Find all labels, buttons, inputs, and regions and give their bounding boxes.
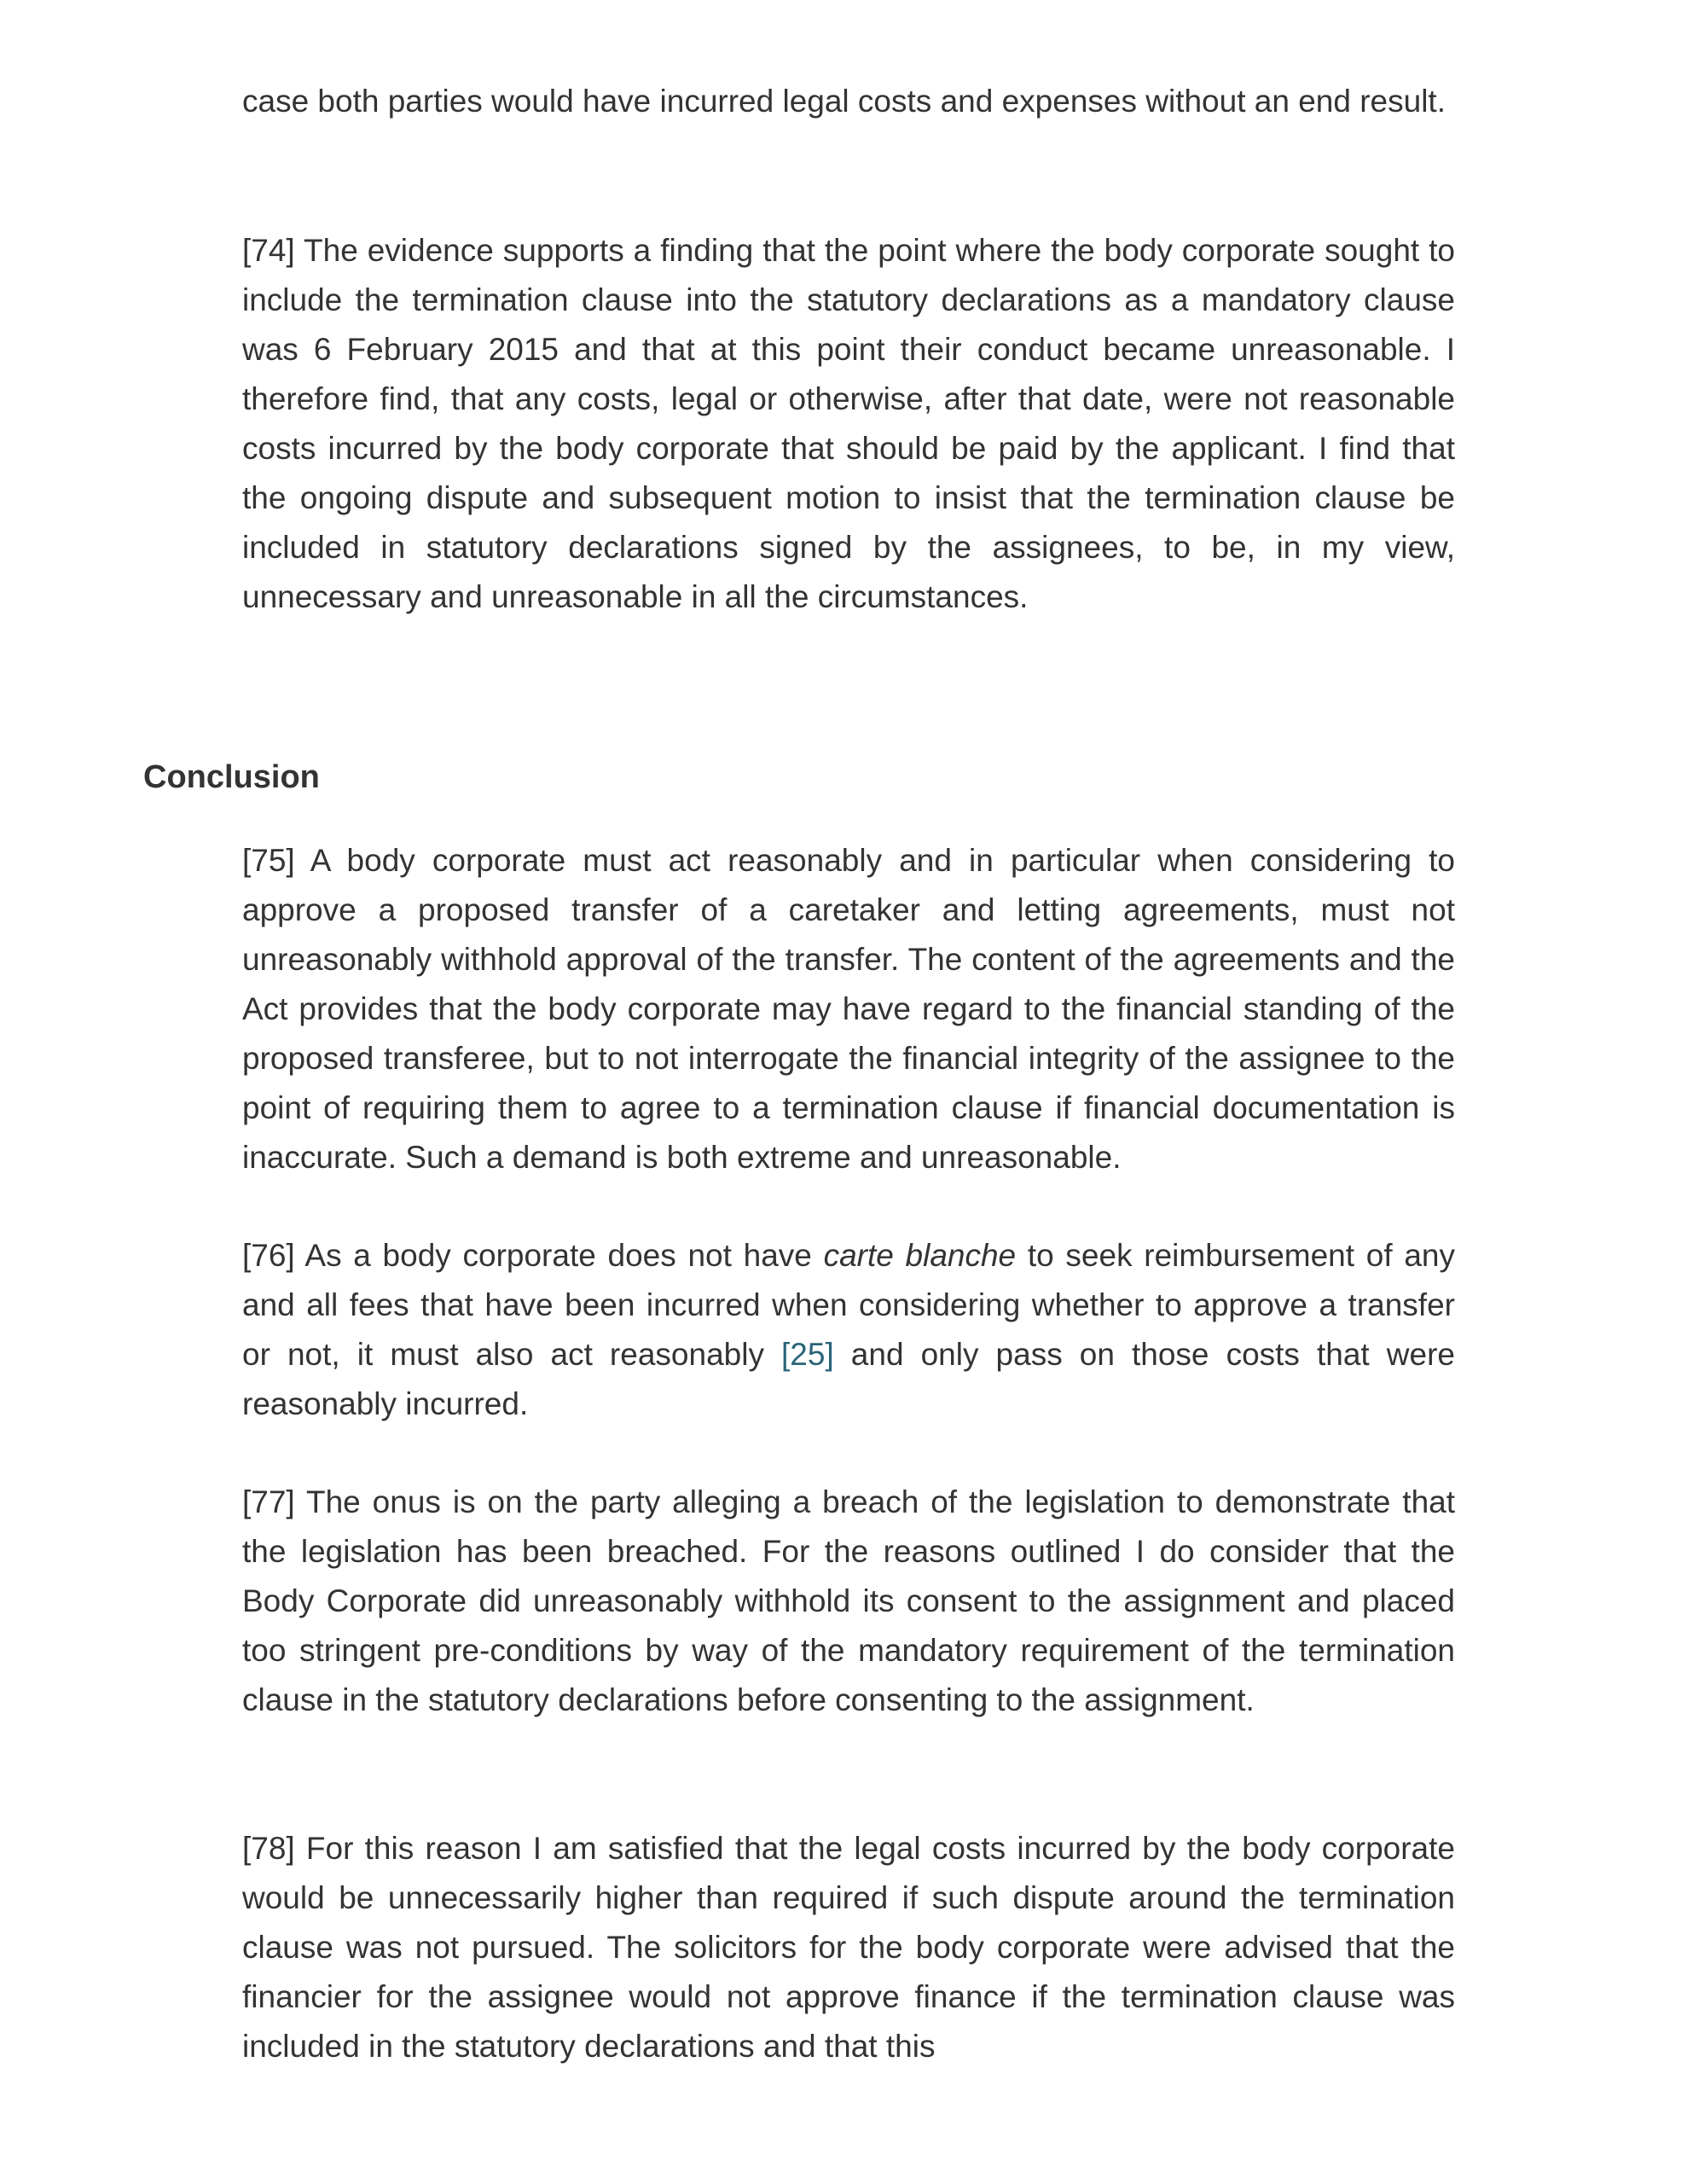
paragraph-76-italic-term: carte blanche <box>823 1238 1017 1273</box>
paragraph-76-text-2: to seek reimbursement of any and all fees that have been incurred when considering whether to approve a transfer or not, it must also act reasonably <box>242 1238 1455 1372</box>
paragraph-74: [74] The evidence supports a finding that the point where the body corporate sought to include the termination clause into the statutory declarations as a mandatory clause was 6 February 2015 and that at this point their conduct became unreasonable. I therefore find, that any costs, legal or otherwise, after that date, were not reasonable costs incurred by the body corporate that should be paid by the applicant. I find that the ongoing dispute and subsequent motion to insist that the termination clause be included in statutory declarations signed by the assignees, to be, in my view, unnecessary and unreasonable in all the circumstances. <box>242 233 1455 614</box>
footnote-link-25[interactable]: [25] <box>781 1337 834 1372</box>
paragraph-76 <box>242 1231 1455 1429</box>
paragraph-76-text-3: and only pass on those costs that were reasonably incurred. <box>242 1337 1455 1421</box>
paragraph-continuation: case both parties would have incurred legal costs and expenses without an end result. <box>242 84 1446 119</box>
paragraph-77: [77] The onus is on the party alleging a breach of the legislation to demonstrate that the legislation has been breached. For the reasons outlined I do consider that the Body Corporate did unreasonably withhold its consent to the assignment and placed too stringent pre-conditions by way of the mandatory requirement of the termination clause in the statutory declarations before consenting to the assignment. <box>242 1484 1455 1717</box>
paragraph-78: [78] For this reason I am satisfied that the legal costs incurred by the body corporate would be unnecessarily higher than required if such dispute around the termination clause was not pursued. The solicitors for the body corporate were advised that the financier for the assignee would not approve finance if the termination clause was included in the statutory declarations and that this <box>242 1831 1455 2064</box>
section-heading-conclusion: Conclusion <box>143 759 320 795</box>
paragraph-76-text-1: [76] As a body corporate does not have <box>242 1238 824 1273</box>
paragraph-75: [75] A body corporate must act reasonably and in particular when considering to approve a proposed transfer of a caretaker and letting agreements, must not unreasonably withhold approval of the transfer. The content of the agreements and the Act provides that the body corporate may have regard to the financial standing of the proposed transferee, but to not interrogate the financial integrity of the assignee to the point of requiring them to agree to a termination clause if financial documentation is inaccurate. Such a demand is both extreme and unreasonable. <box>242 843 1455 1175</box>
